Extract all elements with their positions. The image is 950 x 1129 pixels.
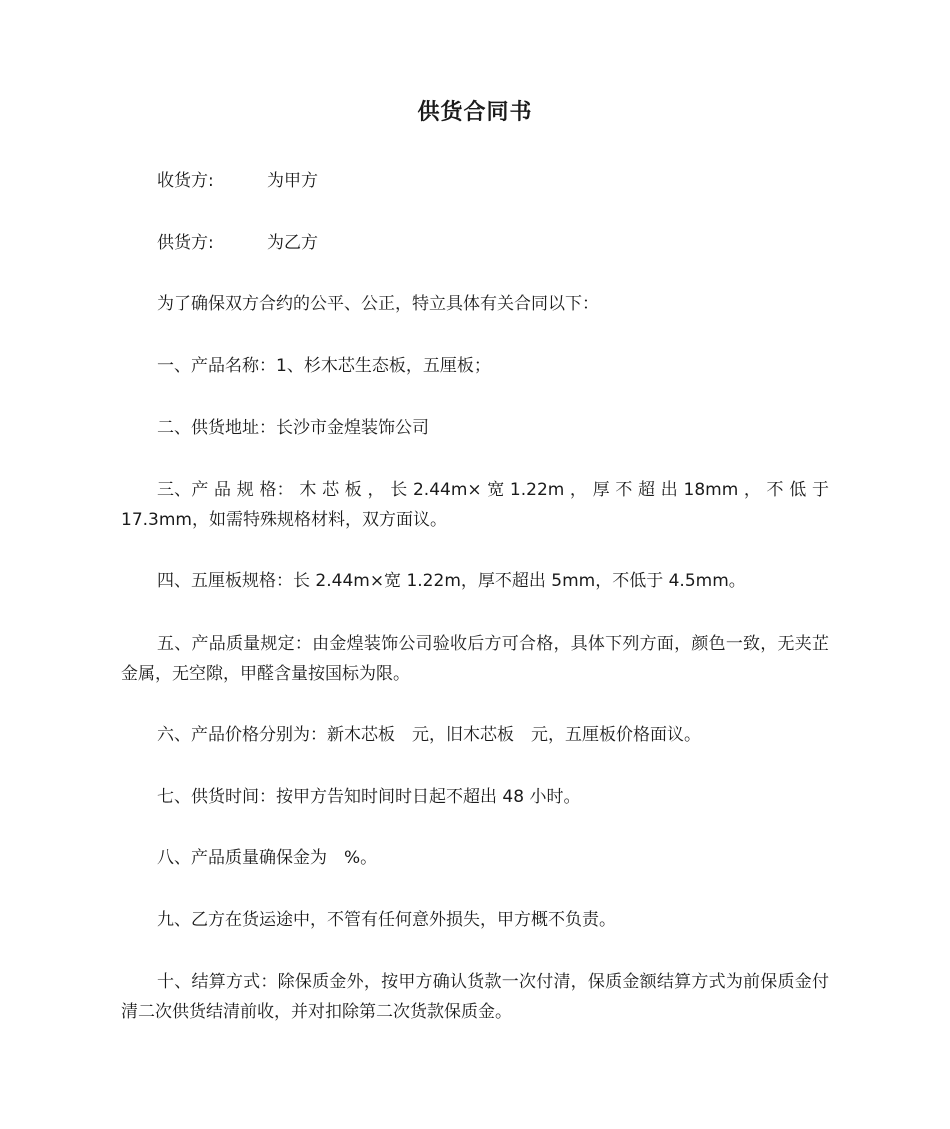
clause-2: 二、供货地址：长沙市金煌装饰公司 [157, 418, 429, 438]
supplier-label: 供货方: [157, 233, 214, 253]
clause-6: 六、产品价格分别为：新木芯板 元，旧木芯板 元，五厘板价格面议。 [157, 725, 701, 745]
buyer-value: 为甲方 [267, 171, 318, 191]
clause-5: 五、产品质量规定：由金煌装饰公司验收后方可合格，具体下列方面，颜色一致，无夹芷金属，无空隙，甲醛含量按国标为限。 [121, 634, 829, 684]
clause-10: 十、结算方式：除保质金外，按甲方确认货款一次付清，保质金额结算方式为前保质金付清二次供货结清前收，并对扣除第二次货款保质金。 [121, 972, 829, 1022]
clause-3: 三、产 品 规 格： 木 芯 板 ， 长 2.44m× 宽 1.22m ， 厚 不 超 出 18mm ， 不 低 于 17.3mm，如需特殊规格材料，双方面议。 [121, 480, 829, 530]
supplier-value: 为乙方 [267, 233, 318, 253]
clause-9: 九、乙方在货运途中，不管有任何意外损失，甲方概不负责。 [157, 910, 616, 930]
intro-paragraph: 为了确保双方合约的公平、公正，特立具体有关合同以下： [157, 294, 599, 314]
buyer-label: 收货方: [157, 171, 214, 191]
document-title: 供货合同书 [417, 100, 533, 125]
buyer-row [157, 166, 318, 196]
clause-4: 四、五厘板规格：长 2.44m×宽 1.22m，厚不超出 5mm，不低于 4.5mm。 [157, 571, 746, 591]
clause-1: 一、产品名称：1、杉木芯生态板，五厘板； [157, 356, 491, 376]
supplier-row [157, 228, 318, 258]
clause-7: 七、供货时间：按甲方告知时间时日起不超出 48 小时。 [157, 787, 581, 807]
clause-8: 八、产品质量确保金为 %。 [157, 848, 378, 868]
